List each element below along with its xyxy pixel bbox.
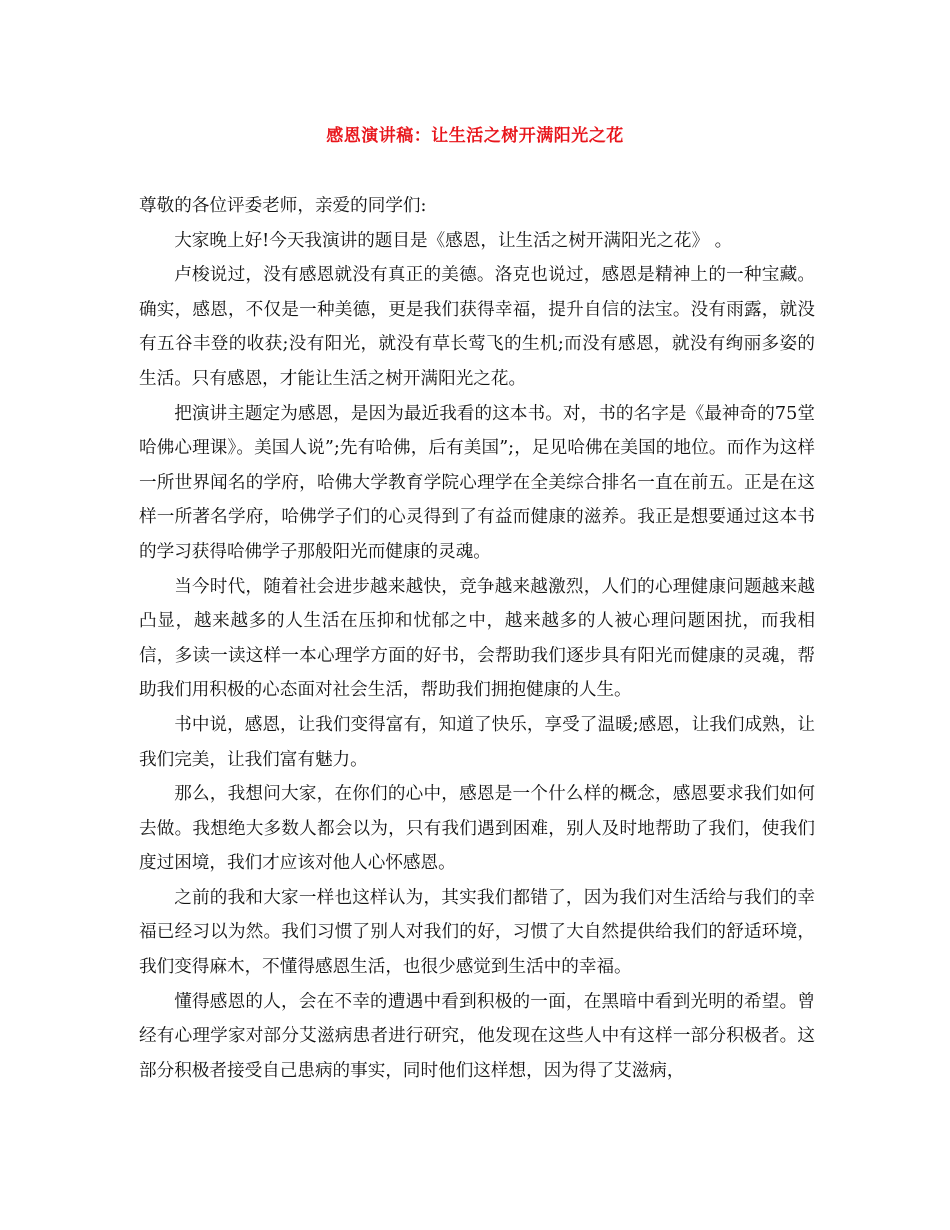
paragraph: 那么，我想问大家，在你们的心中，感恩是一个什么样的概念，感恩要求我们如何去做。我想绝大多数人都会以为，只有我们遇到困难，别人及时地帮助了我们，使我们度过困境，我们才应该对他人心怀感恩。 [139,784,815,874]
paragraph: 书中说，感恩，让我们变得富有，知道了快乐，享受了温暖;感恩，让我们成熟，让我们完美，让我们富有魅力。 [139,714,815,770]
document-title: 感恩演讲稿：让生活之树开满阳光之花 [326,126,624,146]
salutation: 尊敬的各位评委老师，亲爱的同学们: [139,196,427,216]
paragraph: 当今时代，随着社会进步越来越快，竞争越来越激烈，人们的心理健康问题越来越凸显，越来越多的人生活在压抑和忧郁之中，越来越多的人被心理问题困扰，而我相信，多读一读这样一本心理学方面的好书，会帮助我们逐步具有阳光而健康的灵魂，帮助我们用积极的心态面对社会生活，帮助我们拥抱健康的人生。 [139,576,815,701]
paragraph: 之前的我和大家一样也这样认为，其实我们都错了，因为我们对生活给与我们的幸福已经习以为然。我们习惯了别人对我们的好，习惯了大自然提供给我们的舒适环境，我们变得麻木，不懂得感恩生活，也很少感觉到生活中的幸福。 [139,887,815,978]
paragraph: 卢梭说过，没有感恩就没有真正的美德。洛克也说过，感恩是精神上的一种宝藏。确实，感恩，不仅是一种美德，更是我们获得幸福，提升自信的法宝。没有雨露，就没有五谷丰登的收获;没有阳光，就没有草长莺飞的生机;而没有感恩，就没有绚丽多姿的生活。只有感恩，才能让生活之树开满阳光之花。 [139,265,815,389]
paragraph: 大家晚上好!今天我演讲的题目是《感恩，让生活之树开满阳光之花》 。 [174,230,733,251]
paragraph: 把演讲主题定为感恩，是因为最近我看的这本书。对，书的名字是《最神奇的75堂哈佛心理课》。美国人说”;先有哈佛，后有美国”;，足见哈佛在美国的地位。而作为这样一所世界闻名的学府，哈佛大学教育学院心理学在全美综合排名一直在前五。正是在这样一所著名学府，哈佛学子们的心灵得到了有益而健康的滋养。我正是想要通过这本书的学习获得哈佛学子那般阳光而健康的灵魂。 [139,403,815,562]
paragraph: 懂得感恩的人，会在不幸的遭遇中看到积极的一面，在黑暗中看到光明的希望。曾经有心理学家对部分艾滋病患者进行研究，他发现在这些人中有这样一部分积极者。这部分积极者接受自己患病的事实，同时他们这样想，因为得了艾滋病， [139,991,815,1081]
document-body [139,189,815,1088]
